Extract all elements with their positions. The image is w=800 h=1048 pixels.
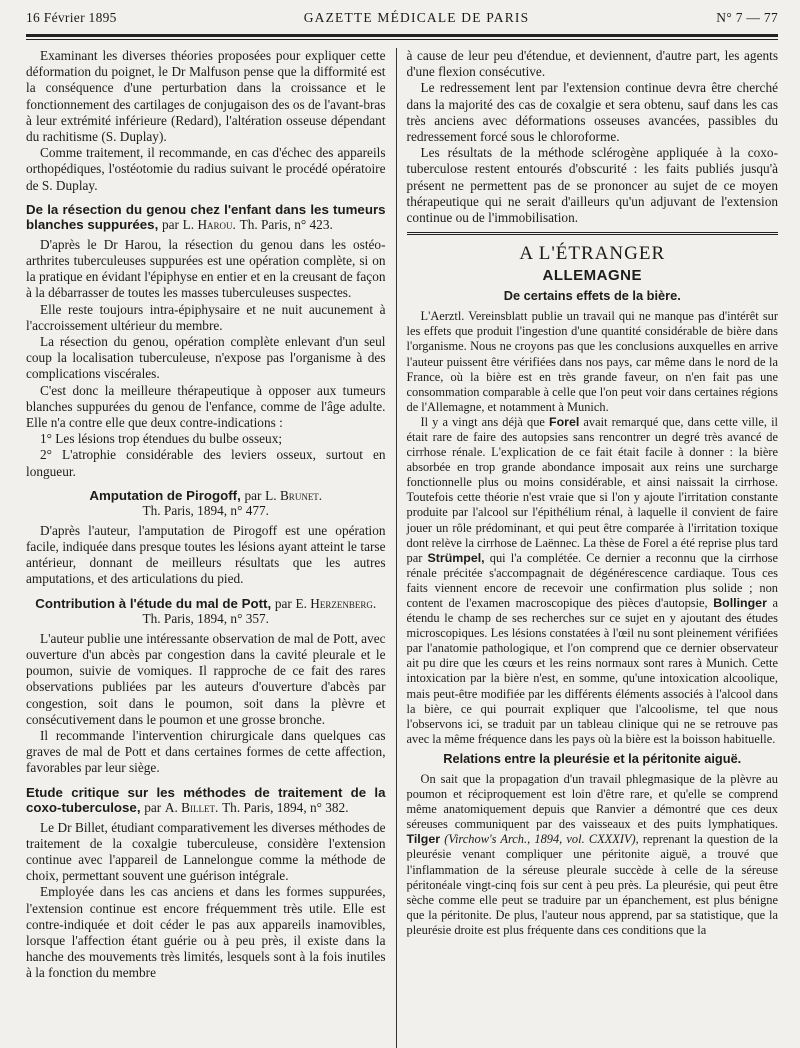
article-by: par [244, 487, 262, 503]
name-forel: Forel [549, 414, 580, 429]
article-ref: Th. Paris, 1894, n° 382. [222, 800, 349, 816]
paragraph: Elle reste toujours intra-épiphysaire et ne nuit aucunement à l'accroissement ultérieur du membre. [26, 301, 386, 333]
article-heading-pott [26, 596, 386, 627]
section-rule-thin [407, 234, 778, 235]
article-author: A. Billet. [164, 800, 219, 816]
paragraph-tilger: On sait que la propagation d'un travail phlegmasique de la plèvre au poumon et réciproquement est loin d'être rare, et qu'elle se comprend même anatomiquement depuis que Ranvier a démontré que ces deux séreuses communiquent par des vaisseaux et des puits lymphatiques. Tilger (Virchow's Arch., 1894, vol. CXXXIV), reprenant la question de la pleurésie venant compliquer une péritonite aiguë, a trouvé que l'inflammation de la séreuse pleurale succède à celle de la séreuse péritonéale vingt-cinq fois sur cent à peu près. La pleurésie, qui peut être sèche comme elle peut se traduire par un épanchement, est plus bénigne que la péritonite. De plus, l'auteur nous apprend, par sa statistique, que la pleurésie droite est plus fréquente dans ces conditions que la [406, 771, 778, 937]
paragraph: L'Aerztl. Vereinsblatt publie un travail qui ne manque pas d'intérêt sur les effets que produit l'ingestion d'une quantité considérable de bière dans l'organisme. Nous ne croyons pas que les conclusions auxquelles en arrive l'auteur puissent être vérifiées dans nos pays, car même dans le nord de la France, où la bière est en très grande faveur, on n'en fait pas une consommation comparable à celle que l'on peut voir dans certaines régions de l'Allemagne, et notamment à Munich. [406, 309, 778, 414]
paragraph: La résection du genou, opération complète enlevant d'un seul coup la localisation tuberculeuse, n'expose pas l'organisme à des complications viscérales. [26, 334, 386, 382]
paragraph-forel: Il y a vingt ans déjà que Forel avait remarqué que, dans cette ville, il était rare de faire des autopsies sans rencontrer un degré très avancé de cirrhose rénale. L'explication de ce fait était facile à donner : la bière absorbée en trop grande abondance imposait aux reins une surcharge fonctionnelle plus ou moins considérable, et ainsi naissait la cirrhose. Toutefois cette théorie n'est vraie que si l'on y ajoute l'irritation constante produite par l'alcool sur l'épithélium rénal, à laquelle il convient de faire jouer un rôle prédominant, et qui peut être comparée à l'irritation toxique dont relève la cirrhose de Laënnec. La thèse de Forel a été reprise plus tard par Strümpel, qui l'a complétée. Ce dernier a reconnu que la cirrhose rénale précitée s'accompagnait de dégénérescence cardiaque. Tous ces faits viennent encore de recevoir une confirmation plus solide ; non content de l'examen macroscopique des pièces d'autopsie, Bollinger a étendu le champ de ses recherches sur ce sujet en y ajoutant des études microscopiques. Les lésions constatées à l'œil nu sont pleinement vérifiées par l'anatomie pathologique, et l'on comprend que ce dernier observateur ait pu dire que les cœurs et les reins normaux sont rares à Munich. Cette intoxication par la bière n'est, en somme, qu'une intoxication alcoolique, mais peut-être modifiée par les différents éléments associés à l'alcool dans la bière, ce qui pourrait expliquer que l'alcoolisme, tel que nous l'observons ici, se traduit par un tableau clinique qui ne se retrouve pas avec la même fréquence dans les pays où la bière est la boisson habituelle. [406, 414, 778, 746]
paragraph: Employée dans les cas anciens et dans les formes suppurées, l'extension continue est encore fréquemment très utile. Elle est contre-indiquée et doit céder le pas aux appareils inamovibles, lorsque l'affection étant guérie ou à peu près, il existe dans la hanche des mouvements très limités, lesquels sont à la fois inutiles à la fonction du membre [26, 884, 386, 981]
header-journal-title: GAZETTE MÉDICALE DE PARIS [303, 10, 530, 25]
article-author: L. Harou. [182, 217, 236, 233]
name-tilger: Tilger [406, 832, 441, 847]
paragraph: C'est donc la meilleure thérapeutique à opposer aux tumeurs blanches suppurées du genou de l'enfance, comme de l'âge adulte. Elle n'a contre elle que deux contre-indications : [26, 382, 386, 431]
paragraph: D'après le Dr Harou, la résection du genou dans les ostéo-arthrites tuberculeuses suppurées est une opération complète, si on la pratique en évidant l'épiphyse en entier et en la creusant de façon à la débarrasser de toutes les masses tuberculeuses suspectes. [26, 236, 386, 301]
running-header [26, 10, 778, 28]
subsection-heading-biere: De certains effets de la bière. [503, 288, 681, 304]
article-ref: Th. Paris, n° 423. [239, 217, 333, 233]
paragraph: Examinant les diverses théories proposées pour expliquer cette déformation du poignet, le Dr Malfuson pense que la difformité est la conséquence d'une perturbation dans la croissance et le fonctionnement des cartilages de conjugaison des os de l'avant-bras à leur extrémité inférieure (Redard), l'altération osseuse dépendant du rachitisme (S. Duplay). [26, 48, 386, 145]
article-ref: Th. Paris, 1894, n° 477. [142, 503, 269, 519]
country-heading: ALLEMAGNE [542, 267, 642, 285]
paragraph: 1° Les lésions trop étendues du bulbe osseux; [40, 431, 283, 447]
header-issue: N° 7 — 77 [716, 10, 778, 25]
article-by: par [161, 217, 179, 233]
article-title: Amputation de Pirogoff, [89, 487, 241, 503]
paragraph: Le redressement lent par l'extension continue devra être cherché dans la majorité des cas de coxalgie et sera obtenu, sauf dans les cas très anciens avec déformations osseuses avancées, passibles du redressement forcé sous le chloroforme. [406, 80, 778, 145]
section-title: A L'ÉTRANGER [519, 243, 666, 265]
subsection-heading-pleuresie: Relations entre la pleurésie et la péritonite aiguë. [443, 750, 742, 766]
paragraph: Comme traitement, il recommande, en cas d'échec des appareils orthopédiques, l'ostéotomie du radius suivant le procédé opératoire de S. Duplay. [26, 145, 386, 193]
header-rule-thin [26, 39, 778, 40]
article-by: par [274, 595, 292, 611]
article-heading-coxo [26, 785, 386, 816]
paragraph: 2° L'atrophie considérable des leviers osseux, surtout en longueur. [26, 447, 386, 479]
paragraph: D'après l'auteur, l'amputation de Pirogoff est une opération facile, indiquée dans presque toutes les lésions ayant atteint le tarse antérieur, donnant de meilleurs résultats que les autres amputations, et des articulations du pied. [26, 522, 386, 587]
right-column [397, 48, 778, 1048]
section-rule [407, 232, 778, 233]
paragraph: Les résultats de la méthode sclérogène appliquée à la coxo-tuberculose restent entourés d'obscurité : les faits publiés jusqu'à présent ne permettent pas de se prononcer au sujet de ce moyen thérapeutique qui ne serait d'ailleurs qu'un adjuvant de l'extension continue ou de l'immobilisation. [406, 145, 778, 226]
citation: (Virchow's Arch., 1894, vol. CXXXIV), [444, 832, 639, 847]
name-strumpel: Strümpel, [427, 550, 485, 565]
left-column [26, 48, 396, 1048]
article-title: Contribution à l'étude du mal de Pott, [35, 595, 272, 611]
paragraph: à cause de leur peu d'étendue, et deviennent, d'autre part, les agents d'une flexion consécutive. [406, 48, 778, 80]
article-heading-resection [26, 202, 386, 233]
article-author: L. Brunet. [265, 487, 323, 503]
header-date: 16 Février 1895 [26, 10, 117, 25]
article-by: par [144, 800, 162, 816]
article-title: Etude critique sur les méthodes de traitement de la coxo-tuberculose, [26, 784, 386, 816]
paragraph: Le Dr Billet, étudiant comparativement les diverses méthodes de traitement de la coxalgie tuberculeuse, considère l'extension continue avec l'appareil de Lannelongue comme la méthode de choix, permettant souvent une guérison intégrale. [26, 819, 386, 884]
article-title: De la résection du genou chez l'enfant dans les tumeurs blanches suppurées, [26, 201, 386, 233]
name-bollinger: Bollinger [713, 596, 767, 611]
article-ref: Th. Paris, 1894, n° 357. [142, 611, 269, 627]
article-author: E. Herzenberg. [295, 595, 377, 611]
header-rule [26, 34, 778, 37]
paragraph: Il recommande l'intervention chirurgicale dans quelques cas graves de mal de Pott et dans certaines formes de cette affection, favorables par leur siège. [26, 727, 386, 776]
two-column-body [26, 48, 778, 1048]
article-heading-pirogoff [26, 488, 386, 519]
paragraph: L'auteur publie une intéressante observation de mal de Pott, avec ouverture d'un abcès par congestion dans la cavité pleurale et le poumon, suivie de vomiques. Il rapproche de ce fait des rares observations publiées par les auteurs d'ouverture d'abcès par congestion, soit dans le poumon, soit dans la plèvre et consécutivement dans le poumon et une grosse bronche. [26, 630, 386, 727]
